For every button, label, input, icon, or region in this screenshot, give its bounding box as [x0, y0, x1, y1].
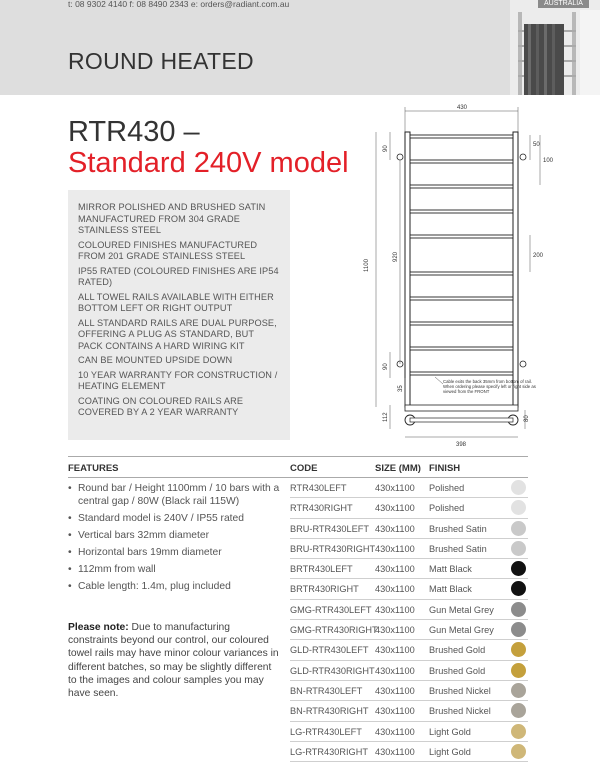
- table-row: [290, 640, 528, 660]
- size-cell: 430x1100: [375, 706, 415, 717]
- dim-gap-bottom: 90: [383, 363, 389, 370]
- finish-cell: Brushed Gold: [429, 665, 486, 676]
- finish-swatch: [511, 703, 526, 718]
- finish-cell: Brushed Nickel: [429, 706, 491, 717]
- dim-inner: 920: [393, 251, 399, 262]
- size-cell: 430x1100: [375, 523, 415, 534]
- table-row: [290, 681, 528, 701]
- finish-cell: Polished: [429, 483, 465, 493]
- spec-item: COATING ON COLOURED RAILS ARE COVERED BY A 2 YEAR WARRANTY: [78, 395, 244, 417]
- model-code: RTR430 –: [68, 116, 200, 148]
- spec-item: IP55 RATED (COLOURED FINISHES ARE IP54 RATED): [78, 265, 279, 287]
- technical-drawing: [360, 102, 570, 454]
- finish-swatch: [511, 521, 526, 536]
- dim-right-mid: 200: [533, 253, 544, 259]
- cable-note-line-1: Cable exits the back 35mm from bottom of rail.: [443, 379, 532, 384]
- table-row: [290, 701, 528, 721]
- table-row: [290, 722, 528, 742]
- finish-cell: Matt Black: [429, 564, 472, 575]
- table-row: [290, 579, 528, 599]
- towel-rail-photo-graphic: [510, 0, 600, 95]
- table-row: [290, 498, 528, 518]
- finish-swatch: [511, 642, 526, 657]
- table-row: [290, 519, 528, 539]
- finish-swatch: [511, 581, 526, 596]
- size-cell: 430x1100: [375, 645, 415, 656]
- note-label: Please note:: [68, 622, 129, 633]
- dim-depth-80: 80: [524, 415, 530, 422]
- feature-item: • Vertical bars 32mm diameter: [68, 529, 280, 542]
- spec-item: CAN BE MOUNTED UPSIDE DOWN: [78, 355, 233, 365]
- code-cell: BRU-RTR430RIGHT: [290, 543, 376, 554]
- features-heading: FEATURES: [68, 463, 119, 474]
- table-row: [290, 620, 528, 640]
- finish-cell: Brushed Gold: [429, 645, 486, 656]
- model-name: Standard 240V model: [68, 147, 349, 179]
- finish-swatch: [511, 541, 526, 556]
- spec-item: MIRROR POLISHED AND BRUSHED SATIN MANUFACTURED FROM 304 GRADE STAINLESS STEEL: [78, 202, 266, 235]
- code-cell: BRTR430RIGHT: [290, 584, 359, 595]
- contact-line: t: 08 9302 4140 f: 08 8490 2343 e: orders@radiant.com.au: [68, 0, 290, 9]
- size-cell: 430x1100: [375, 726, 415, 737]
- spec-item: ALL STANDARD RAILS ARE DUAL PURPOSE, OFFERING A PLUG AS STANDARD, BUT PACK CONTAINS A HARD WIRING KIT: [78, 317, 277, 351]
- finish-swatch: [511, 622, 526, 637]
- finish-swatch: [511, 683, 526, 698]
- dim-bottom-35: 35: [398, 385, 404, 392]
- spec-box: [68, 190, 290, 440]
- code-cell: GMG-RTR430RIGHT: [290, 625, 378, 636]
- size-cell: 430x1100: [375, 584, 415, 595]
- table-top-rule: [68, 456, 528, 457]
- finish-cell: Light Gold: [429, 726, 471, 737]
- size-cell: 430x1100: [375, 564, 415, 575]
- finish-swatch: [511, 744, 526, 759]
- table-row: [290, 600, 528, 620]
- finish-cell: Gun Metal Grey: [429, 604, 494, 615]
- finish-cell: Brushed Satin: [429, 523, 487, 534]
- code-cell: RTR430RIGHT: [290, 503, 353, 514]
- feature-item: • Round bar / Height 1100mm / 10 bars with a central gap / 80W (Black rail 115W): [68, 482, 280, 508]
- product-table: [290, 478, 528, 762]
- code-cell: BRTR430LEFT: [290, 564, 353, 575]
- size-cell: 430x1100: [375, 625, 415, 636]
- finish-swatch: [511, 561, 526, 576]
- code-cell: GLD-RTR430LEFT: [290, 645, 369, 656]
- finish-swatch: [511, 480, 526, 495]
- table-row: [290, 661, 528, 681]
- finish-swatch: [511, 602, 526, 617]
- code-cell: LG-RTR430RIGHT: [290, 746, 368, 757]
- code-cell: BN-RTR430LEFT: [290, 685, 363, 696]
- code-cell: LG-RTR430LEFT: [290, 726, 362, 737]
- finish-swatch: [511, 724, 526, 739]
- finish-cell: Polished: [429, 503, 465, 514]
- spec-item: 10 YEAR WARRANTY FOR CONSTRUCTION / HEATING ELEMENT: [78, 369, 278, 391]
- code-cell: RTR430LEFT: [290, 483, 347, 493]
- finish-cell: Gun Metal Grey: [429, 625, 494, 636]
- table-row: [290, 478, 528, 498]
- dim-depth: 112: [383, 412, 389, 422]
- code-cell: GMG-RTR430LEFT: [290, 604, 372, 615]
- cable-note-line-2: When ordering please specify left or right side as: [443, 384, 536, 389]
- finish-cell: Matt Black: [429, 584, 472, 595]
- dim-width-bottom: 398: [456, 442, 467, 448]
- dim-height-total: 1100: [364, 259, 370, 272]
- size-cell: 430x1100: [375, 665, 415, 676]
- size-heading: SIZE (MM): [375, 463, 421, 474]
- code-heading: CODE: [290, 463, 318, 474]
- dim-right-top: 100: [543, 158, 554, 164]
- code-cell: GLD-RTR430RIGHT: [290, 665, 375, 676]
- table-row: [290, 742, 528, 762]
- dim-gap-top: 90: [383, 145, 389, 152]
- table-row: [290, 539, 528, 559]
- feature-item: • 112mm from wall: [68, 563, 280, 576]
- finish-swatch: [511, 663, 526, 678]
- finish-cell: Brushed Nickel: [429, 685, 491, 696]
- photo-label: AUSTRALIA: [538, 0, 589, 8]
- code-cell: BN-RTR430RIGHT: [290, 706, 369, 717]
- feature-item: • Horizontal bars 19mm diameter: [68, 546, 280, 559]
- cable-note-line-3: viewed from the FRONT: [443, 389, 490, 394]
- spec-item: ALL TOWEL RAILS AVAILABLE WITH EITHER BOTTOM LEFT OR RIGHT OUTPUT: [78, 291, 274, 313]
- please-note: [68, 621, 280, 700]
- features-list: [68, 482, 280, 597]
- finish-cell: Light Gold: [429, 746, 471, 757]
- section-title: ROUND HEATED: [68, 48, 254, 74]
- dim-width-top: 430: [457, 105, 468, 111]
- dim-right-top-small: 50: [533, 142, 540, 148]
- size-cell: 430x1100: [375, 604, 415, 615]
- size-cell: 430x1100: [375, 685, 415, 696]
- note-text: Due to manufacturing constraints beyond our control, our coloured towel rails may have minor colour variances in different batches, so may be slightly different to the images and colour samples you may have seen.: [68, 622, 279, 700]
- spec-item: COLOURED FINISHES MANUFACTURED FROM 201 GRADE STAINLESS STEEL: [78, 239, 258, 261]
- size-cell: 430x1100: [375, 503, 415, 514]
- code-cell: BRU-RTR430LEFT: [290, 523, 369, 534]
- size-cell: 430x1100: [375, 746, 415, 757]
- finish-swatch: [511, 500, 526, 515]
- feature-item: • Cable length: 1.4m, plug included: [68, 580, 280, 593]
- product-photo: [510, 0, 600, 95]
- finish-heading: FINISH: [429, 463, 461, 474]
- finish-cell: Brushed Satin: [429, 543, 487, 554]
- table-row: [290, 559, 528, 579]
- size-cell: 430x1100: [375, 543, 415, 554]
- feature-item: • Standard model is 240V / IP55 rated: [68, 512, 280, 525]
- size-cell: 430x1100: [375, 483, 415, 493]
